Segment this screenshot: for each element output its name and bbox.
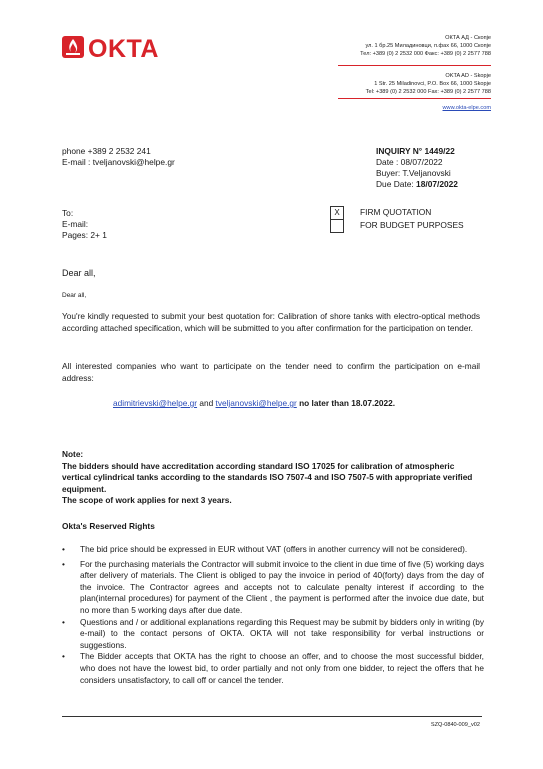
email-link-tveljanovski[interactable]: tveljanovski@helpe.gr [215,398,297,408]
recipient-to: To: [62,208,74,218]
inquiry-due-date: Due Date: 18/07/2022 [376,179,458,189]
address-line: ул. 1 бр.25 Миладиновци, п.фах 66, 1000 Скопје [365,43,491,50]
greeting: Dear all, [62,268,96,278]
note-scope: The scope of work applies for next 3 years. [62,495,232,506]
sender-contact [62,146,175,168]
address-line: Tel: +389 (0) 2 2532 000 Fax: +389 (0) 2 2577 788 [365,89,491,96]
okta-flame-icon [62,36,84,58]
recipient-email: E-mail: [62,219,89,229]
header-divider [338,65,491,66]
sender-phone: phone +389 2 2532 241 [62,146,151,156]
budget-purposes-label: FOR BUDGET PURPOSES [360,220,464,230]
list-item: • The Bidder accepts that OKTA has the right to choose an offer, and to choose the most successful bidder, who does not have the lowest bid, to order partially and not only from one bidder, to reject the offers that he considers unsatisfactory, to call off or cancel the tender. [80,651,484,686]
note-title: Note: [62,449,84,459]
page-count: Pages: 2+ 1 [62,230,107,240]
email-link-adimitrievski[interactable]: adimitrievski@helpe.gr [113,398,198,408]
address-line: OKTA AD - Skopje [445,73,491,79]
inquiry-block [376,146,458,190]
recipient-block [62,208,107,241]
list-item: • For the purchasing materials the Contractor will submit invoice to the client in due time of five (5) working days after delivery of materials. The Client is obliged to pay the invoice in period of 40(forty) days from the day of the invoice. The Contractor agrees and accepts not to calculate penalty interest if according to the plan(internal procedures) for payment of the Client , the payment is performed after the invoice due date, but no more than 5 working days after due date. [80,559,484,617]
document-code: SZQ-0840-009_v02 [430,722,480,728]
list-item: • Questions and / or additional explanations regarding this Request may be submit by bidders only in writing (by e-mail) to the contact persons of OKTA. OKTA will not take responsibility for verbal instructions or suggestions. [80,617,484,652]
header-divider [338,98,491,99]
note-section [62,449,482,507]
rights-title: Okta's Reserved Rights [62,521,155,531]
address-macedonian [360,34,491,59]
greeting-small: Dear all, [62,292,87,299]
footer-divider [62,716,482,717]
request-paragraph: You're kindly requested to submit your best quotation for: Calibration of shore tanks with electro-optical methods according attached specification, which will be submitted to you after confirmation for the participation on tender. [62,311,480,333]
rights-list [80,544,484,686]
okta-logo-text: OKTA [88,35,159,63]
list-item: • The bid price should be expressed in EUR without VAT (offers in another currency will not be considered). [80,544,484,556]
inquiry-buyer: Buyer: T.Veljanovski [376,168,451,178]
deadline-text: no later than 18.07.2022. [296,398,396,408]
budget-purposes-checkbox[interactable] [330,219,344,233]
address-english [366,72,491,97]
address-line: Тел: +389 (0) 2 2532 000 Факс: +389 (0) 2 2577 788 [360,51,491,58]
okta-logo-mark [62,36,84,58]
firm-quotation-checkbox[interactable]: X [330,206,344,220]
firm-quotation-label: FIRM QUOTATION [360,207,432,217]
address-line: 1 Str. 25 Miladinovci, P.O. Box 66, 1000 Skopje [374,81,491,88]
participation-paragraph: All interested companies who want to participate on the tender need to confirm the participation on e-mail address: [62,361,480,383]
inquiry-date: Date : 08/07/2022 [376,157,443,167]
address-line: ОКТА АД - Скопје [445,35,491,41]
contact-emails: adimitrievski@helpe.gr and tveljanovski@helpe.gr no later than 18.07.2022. [113,398,396,408]
sender-email: E-mail : tveljanovski@helpe.gr [62,157,175,167]
website-link[interactable]: www.okta-elpe.com [442,105,491,111]
inquiry-number: INQUIRY N° 1449/22 [376,146,455,156]
note-text: The bidders should have accreditation according standard ISO 17025 for calibration of atmospheric vertical cylindrical tanks according to the standards ISO 7507-4 and ISO 7507-5 with appropriate verified equipment. [62,460,473,494]
